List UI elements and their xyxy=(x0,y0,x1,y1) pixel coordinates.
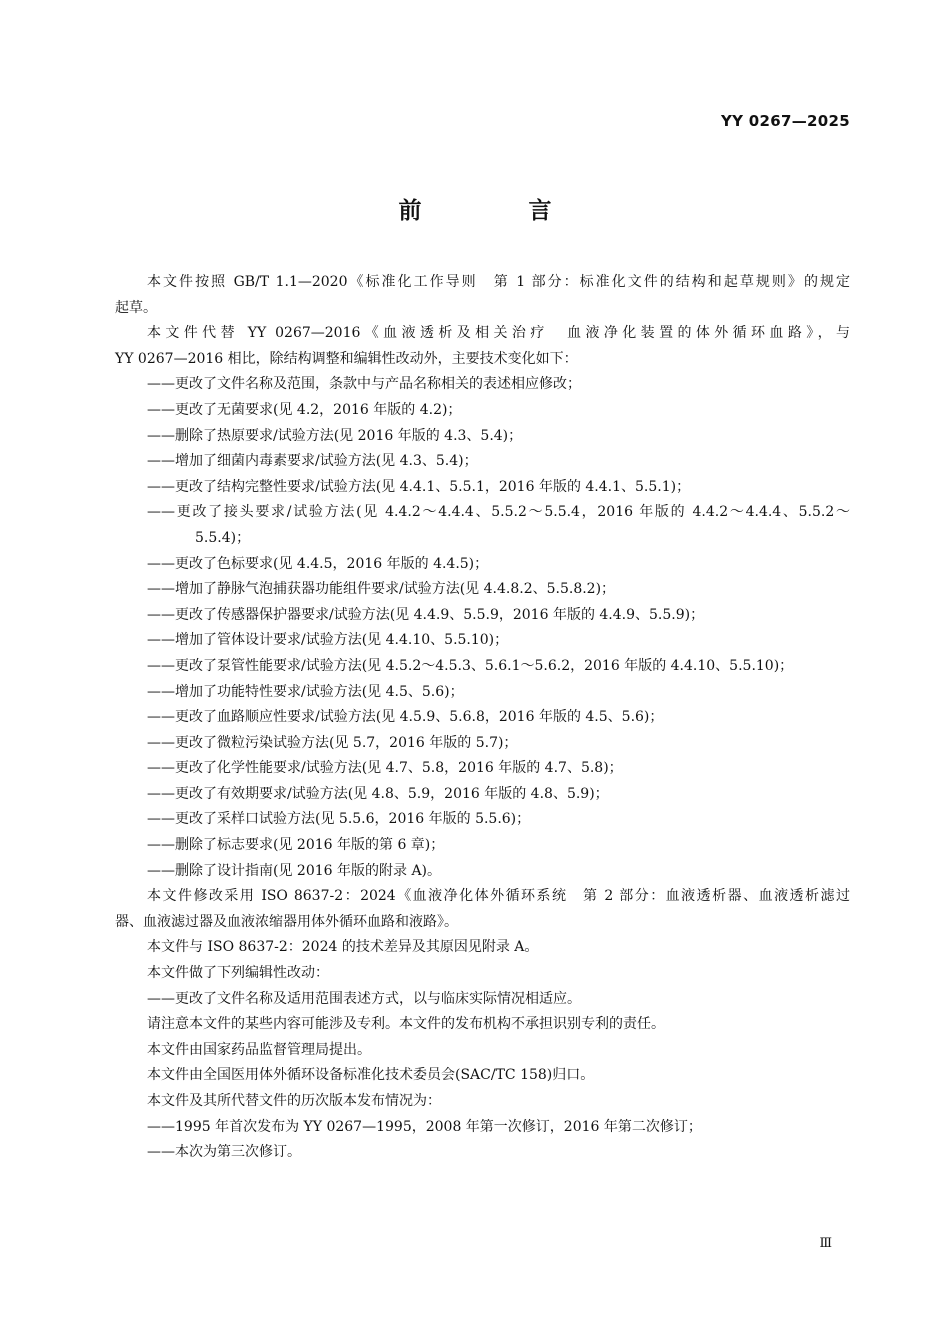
paragraph-line: 起草。 xyxy=(115,299,157,316)
paragraph-line: ——更改了接头要求/试验方法(见 4.4.2～4.4.4、5.5.2～5.5.4，2016 年版的 4.4.2～4.4.4、5.5.2～ xyxy=(147,504,850,521)
paragraph-line: ——更改了色标要求(见 4.4.5，2016 年版的 4.4.5)； xyxy=(147,555,489,572)
paragraph-line: 请注意本文件的某些内容可能涉及专利。本文件的发布机构不承担识别专利的责任。 xyxy=(147,1016,665,1033)
paragraph-line: ——增加了细菌内毒素要求/试验方法(见 4.3、5.4)； xyxy=(147,453,478,470)
paragraph-line: 本文件代替 YY 0267—2016《血液透析及相关治疗 血液净化装置的体外循环血路》，与 xyxy=(147,325,850,342)
standard-code: YY 0267—2025 xyxy=(720,112,850,130)
paragraph-line: ——删除了设计指南(见 2016 年版的附录 A)。 xyxy=(147,862,442,879)
paragraph-line: 本文件由国家药品监督管理局提出。 xyxy=(147,1041,371,1058)
paragraph-line: 器、血液滤过器及血液浓缩器用体外循环血路和液路》。 xyxy=(115,913,458,930)
foreword-body xyxy=(115,270,850,1166)
paragraph-line: ——更改了化学性能要求/试验方法(见 4.7、5.8，2016 年版的 4.7、5.8)； xyxy=(147,760,623,777)
paragraph-line: ——更改了文件名称及范围，条款中与产品名称相关的表述相应修改； xyxy=(147,376,581,393)
paragraph-line: ——更改了采样口试验方法(见 5.5.6，2016 年版的 5.5.6)； xyxy=(147,811,531,828)
paragraph-line: 本文件由全国医用体外循环设备标准化技术委员会(SAC/TC 158)归口。 xyxy=(147,1067,595,1084)
paragraph-line: YY 0267—2016 相比，除结构调整和编辑性改动外，主要技术变化如下： xyxy=(115,350,578,367)
paragraph-line: ——更改了血路顺应性要求/试验方法(见 4.5.9、5.6.8，2016 年版的 4.5、5.6)； xyxy=(147,709,664,726)
paragraph-line: ——增加了静脉气泡捕获器功能组件要求/试验方法(见 4.4.8.2、5.5.8.2)； xyxy=(147,581,616,598)
paragraph-line: ——增加了功能特性要求/试验方法(见 4.5、5.6)； xyxy=(147,683,464,700)
paragraph-line: ——更改了微粒污染试验方法(见 5.7，2016 年版的 5.7)； xyxy=(147,734,518,751)
paragraph-line: ——1995 年首次发布为 YY 0267—1995，2008 年第一次修订，2016 年第二次修订； xyxy=(147,1118,702,1135)
paragraph-line: 本文件与 ISO 8637-2：2024 的技术差异及其原因见附录 A。 xyxy=(147,939,539,956)
paragraph-line: 本文件做了下列编辑性改动： xyxy=(147,965,329,982)
paragraph-line: ——更改了结构完整性要求/试验方法(见 4.4.1、5.5.1，2016 年版的 4.4.1、5.5.1)； xyxy=(147,478,691,495)
paragraph-line: 5.5.4)； xyxy=(195,529,251,546)
paragraph-line: ——更改了文件名称及适用范围表述方式，以与临床实际情况相适应。 xyxy=(147,990,581,1007)
page-number: Ⅲ xyxy=(819,1236,832,1251)
paragraph-line: ——增加了管体设计要求/试验方法(见 4.4.10、5.5.10)； xyxy=(147,632,509,649)
paragraph-line: ——更改了泵管性能要求/试验方法(见 4.5.2～4.5.3、5.6.1～5.6.2，2016 年版的 4.4.10、5.5.10)； xyxy=(147,657,794,674)
paragraph-line: ——更改了有效期要求/试验方法(见 4.8、5.9，2016 年版的 4.8、5.9)； xyxy=(147,785,609,802)
paragraph-line: ——删除了标志要求(见 2016 年版的第 6 章)； xyxy=(147,837,445,854)
paragraph-line: ——删除了热原要求/试验方法(见 2016 年版的 4.3、5.4)； xyxy=(147,427,523,444)
paragraph-line: 本文件按照 GB/T 1.1—2020《标准化工作导则 第 1 部分：标准化文件的结构和起草规则》的规定 xyxy=(147,274,850,290)
paragraph-line: 本文件及其所代替文件的历次版本发布情况为： xyxy=(147,1093,441,1109)
paragraph-line: ——更改了传感器保护器要求/试验方法(见 4.4.9、5.5.9，2016 年版的 4.4.9、5.5.9)； xyxy=(147,606,705,623)
paragraph-line: ——本次为第三次修订。 xyxy=(147,1144,301,1161)
page-title: 前 言 xyxy=(398,197,594,224)
paragraph-line: 本文件修改采用 ISO 8637-2：2024《血液净化体外循环系统 第 2 部分：血液透析器、血液透析滤过 xyxy=(147,888,850,905)
paragraph-line: ——更改了无菌要求(见 4.2，2016 年版的 4.2)； xyxy=(147,401,462,418)
